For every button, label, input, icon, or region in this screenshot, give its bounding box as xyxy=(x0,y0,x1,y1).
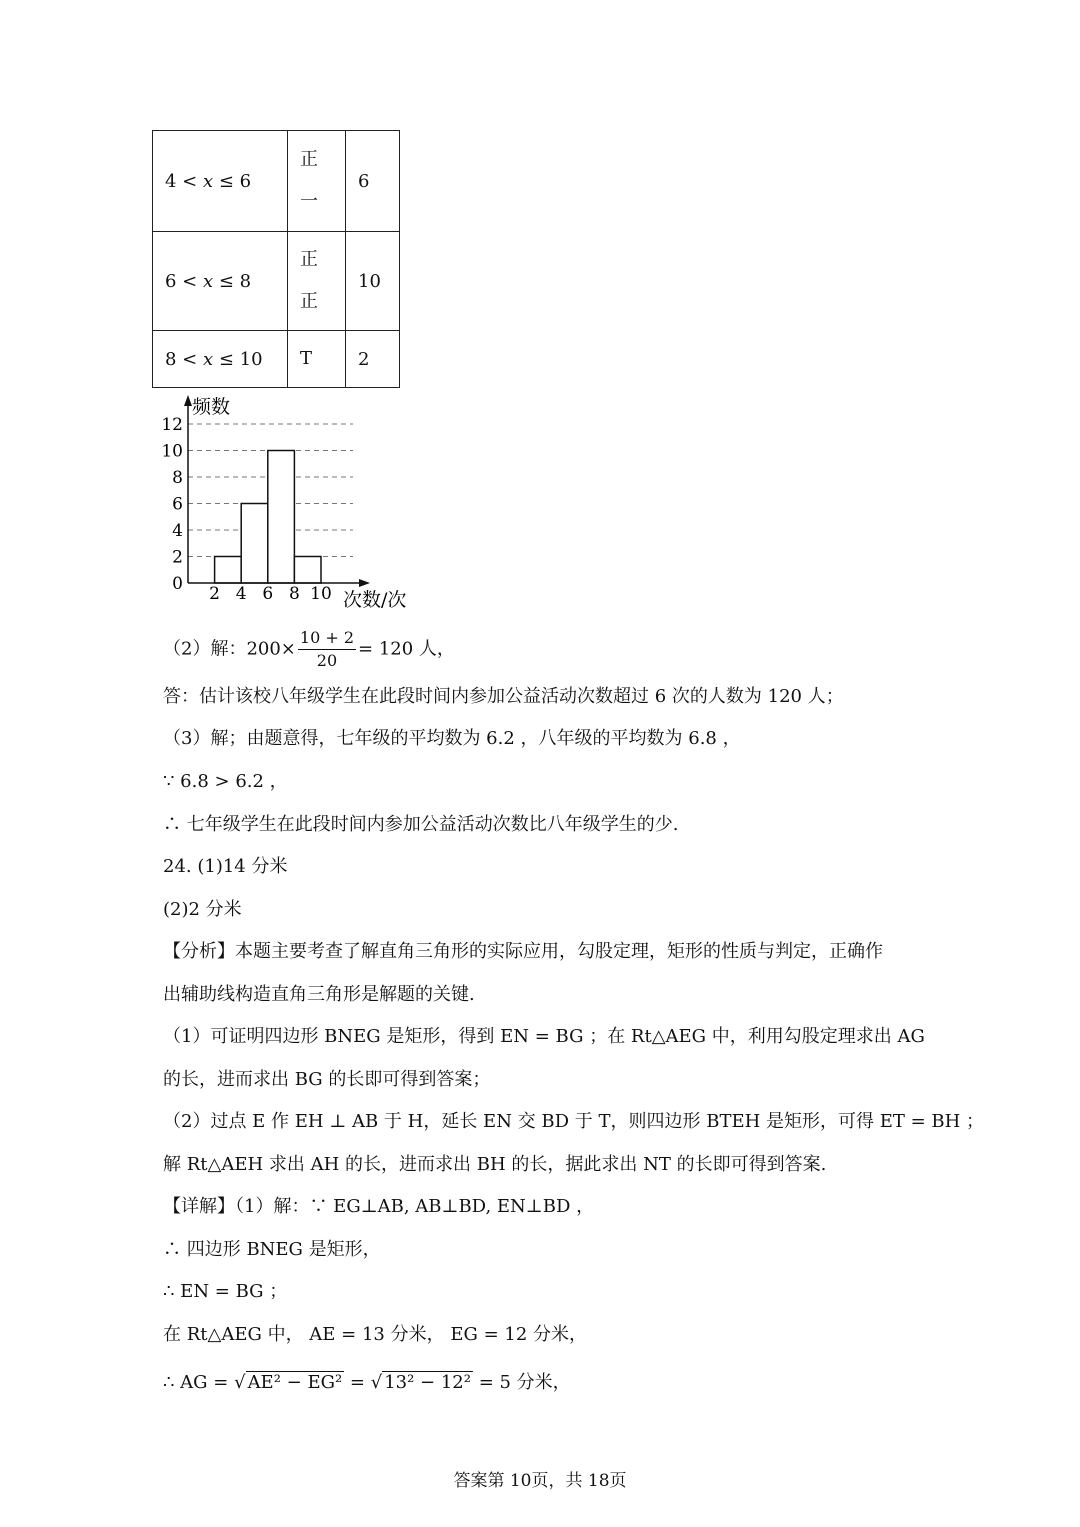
answer-line: 答：估计该校八年级学生在此段时间内参加公益活动次数超过 6 次的人数为 120 人； xyxy=(163,686,844,707)
x-axis-arrow xyxy=(359,579,370,587)
part2-solution: （2）解：200× $\frac{10 + 2}{20}$ = 120 人， xyxy=(163,628,455,670)
page-footer: 答案第 10页，共 18页 xyxy=(453,1471,627,1491)
y-axis-label: 频数 xyxy=(192,396,231,418)
hint-2a: （2）过点 E 作 EH ⊥ AB 于 H，延长 EN 交 BD 于 T，则四边形 BTEH 是矩形，可得 ET = BH ； xyxy=(163,1111,985,1132)
detail-line-2: ∴ 四边形 BNEG 是矩形， xyxy=(163,1239,381,1260)
y-tick-label: 0 xyxy=(172,574,183,594)
range-cell: 4 < x ≤ 6 xyxy=(153,131,288,232)
table-row xyxy=(153,232,400,331)
frequency-table xyxy=(152,130,400,388)
y-tick-label: 12 xyxy=(161,415,183,435)
x-tick-label: 2 xyxy=(209,584,221,604)
table-row xyxy=(153,131,400,232)
histogram-bar xyxy=(268,451,295,584)
histogram-bar xyxy=(215,557,242,584)
y-tick-label: 4 xyxy=(172,521,183,541)
question-24-answer-2: (2)2 分米 xyxy=(163,899,242,920)
question-24-answer-1: 24. (1)14 分米 xyxy=(163,856,288,877)
fraction: $\frac{10 + 2}{20}$ xyxy=(299,628,355,670)
hint-1b: 的长，进而求出 BG 的长即可得到答案； xyxy=(163,1069,491,1090)
x-tick-label: 4 xyxy=(235,584,247,604)
range-cell: 8 < x ≤ 10 xyxy=(153,331,288,388)
histogram-bar xyxy=(241,504,268,584)
y-tick-label: 6 xyxy=(172,494,183,515)
histogram-chart xyxy=(140,392,440,614)
y-axis-arrow xyxy=(184,395,192,406)
hint-2b: 解 Rt△AEH 求出 AH 的长，进而求出 BH 的长，据此求出 NT 的长即可得到答案. xyxy=(163,1154,827,1175)
detail-line-1: 【详解】（1）解：∵ EG⊥AB, AB⊥BD, EN⊥BD ， xyxy=(163,1196,595,1217)
x-tick-label: 10 xyxy=(310,584,332,604)
therefore-line: ∴ 七年级学生在此段时间内参加公益活动次数比八年级学生的少. xyxy=(163,814,679,835)
part3-solution: （3）解；由题意得，七年级的平均数为 6.2 ，八年级的平均数为 6.8 ， xyxy=(163,728,741,749)
hint-1a: （1）可证明四边形 BNEG 是矩形，得到 EN = BG ；在 Rt△AEG 中，利用勾股定理求出 AG xyxy=(163,1026,925,1047)
analysis-line-2: 出辅助线构造直角三角形是解题的关键. xyxy=(163,984,475,1005)
analysis-line-1: 【分析】本题主要考查了解直角三角形的实际应用，勾股定理，矩形的性质与判定，正确作 xyxy=(163,941,883,962)
tally-cell: 正 正 xyxy=(288,232,346,331)
detail-line-4: 在 Rt△AEG 中， AE = 13 分米， EG = 12 分米， xyxy=(163,1324,587,1345)
y-tick-label: 2 xyxy=(172,547,183,568)
range-cell: 6 < x ≤ 8 xyxy=(153,232,288,331)
detail-line-3: ∴ EN = BG ； xyxy=(163,1281,288,1302)
histogram-bar xyxy=(294,557,321,584)
detail-line-5: ∴ AG = √ AE² − EG² = √ 13² − 12² = 5 分米， xyxy=(163,1372,571,1393)
tally-cell: T xyxy=(288,331,346,388)
x-tick-label: 8 xyxy=(288,584,300,604)
frequency-cell: 2 xyxy=(346,331,400,388)
frequency-cell: 6 xyxy=(346,131,400,232)
because-line: ∵ 6.8 > 6.2 ， xyxy=(163,771,288,792)
tally-cell: 正 一 xyxy=(288,131,346,232)
x-axis-label: 次数/次 xyxy=(343,589,407,611)
x-tick-label: 6 xyxy=(262,584,274,604)
y-tick-label: 10 xyxy=(161,441,183,462)
y-tick-label: 8 xyxy=(172,468,183,488)
frequency-cell: 10 xyxy=(346,232,400,331)
table-row xyxy=(153,331,400,388)
